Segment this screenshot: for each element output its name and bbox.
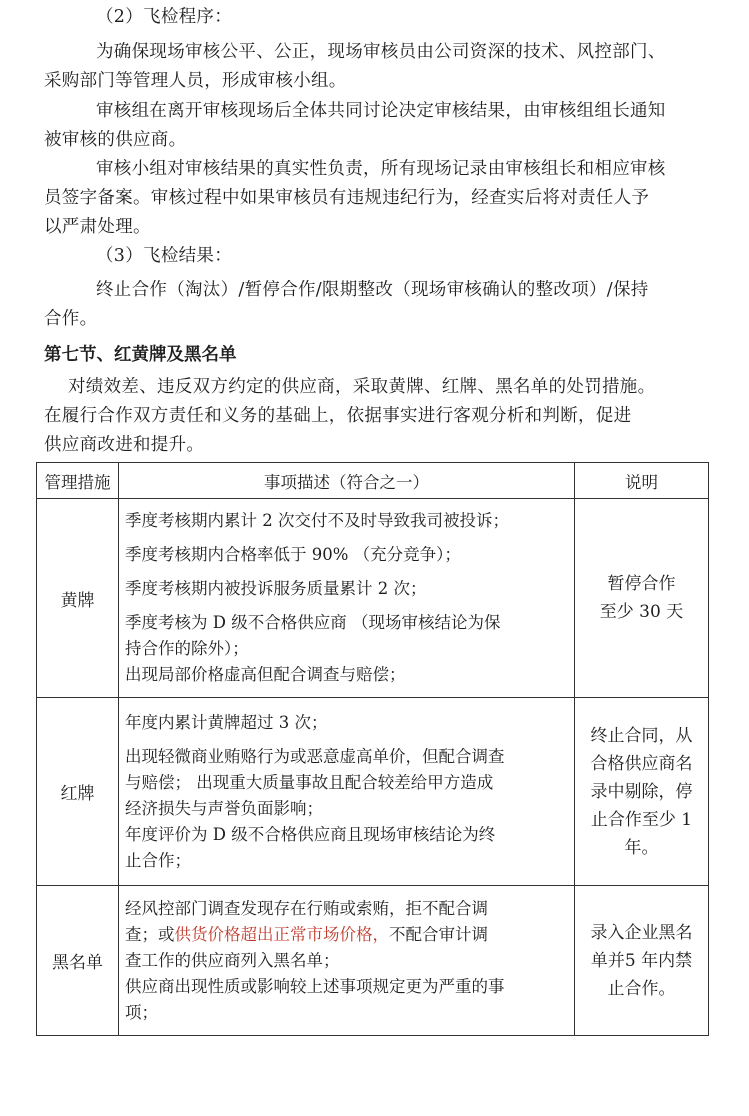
table-row-yellow-card bbox=[37, 499, 709, 698]
paragraph-line: 员签字备案。审核过程中如果审核员有违规违纪行为，经查实后将对责任人予 bbox=[44, 188, 650, 208]
list-item: 经济损失与声誉负面影响； bbox=[125, 798, 323, 818]
note-line: 终止合同，从 bbox=[590, 725, 693, 746]
list-item: 年度内累计黄牌超过 3 次； bbox=[125, 712, 328, 732]
text-segment: 不配合审计调 bbox=[389, 924, 488, 944]
list-item: 查工作的供应商列入黑名单； bbox=[125, 950, 340, 970]
list-item: 季度考核期内被投诉服务质量累计 2 次； bbox=[125, 579, 427, 598]
header-note: 说明 bbox=[575, 463, 709, 499]
chapter-heading: 第七节、红黄牌及黑名单 bbox=[44, 345, 237, 365]
header-description: 事项描述（符合之一） bbox=[119, 463, 575, 499]
measure-yellow-card: 黄牌 bbox=[37, 499, 119, 698]
description-red-card bbox=[119, 698, 575, 886]
section-2-title: （2）飞检程序： bbox=[96, 7, 233, 27]
paragraph-line: 对绩效差、违反双方约定的供应商，采取黄牌、红牌、黑名单的处罚措施。 bbox=[68, 377, 656, 397]
list-item: 止合作； bbox=[125, 850, 191, 870]
list-item: 季度考核期内合格率低于 90% （充分竞争）； bbox=[125, 545, 461, 564]
header-measure: 管理措施 bbox=[37, 463, 119, 499]
table-row-blacklist bbox=[37, 886, 709, 1036]
note-line: 暂停合作 bbox=[607, 574, 676, 594]
paragraph-line: 审核小组对审核结果的真实性负责，所有现场记录由审核组长和相应审核 bbox=[96, 159, 666, 179]
note-line: 止合作。 bbox=[607, 978, 676, 999]
table-row-red-card bbox=[37, 698, 709, 886]
paragraph-line: 在履行合作双方责任和义务的基础上，依据事实进行客观分析和判断，促进 bbox=[44, 406, 632, 426]
list-item: 季度考核期内累计 2 次交付不及时导致我司被投诉； bbox=[125, 511, 509, 530]
note-line: 年。 bbox=[624, 837, 659, 858]
list-item: 项； bbox=[125, 1002, 158, 1022]
list-item: 经风控部门调查发现存在行贿或索贿，拒不配合调 bbox=[125, 898, 488, 918]
list-item: 持合作的除外）； bbox=[125, 639, 249, 658]
list-item bbox=[125, 922, 568, 948]
list-item: 季度考核为 D 级不合格供应商 （现场审核结论为保 bbox=[125, 613, 501, 632]
note-yellow-card bbox=[575, 499, 709, 698]
highlighted-text: 供货价格超出正常市场价格， bbox=[174, 924, 389, 944]
note-line: 至少 30 天 bbox=[599, 602, 684, 622]
table-header-row bbox=[37, 463, 709, 499]
paragraph-line: 审核组在离开审核现场后全体共同讨论决定审核结果，由审核组组长通知 bbox=[96, 101, 666, 121]
list-item: 供应商出现性质或影响较上述事项规定更为严重的事 bbox=[125, 976, 505, 996]
paragraph-line: 终止合作（淘汰）/暂停合作/限期整改（现场审核确认的整改项）/保持 bbox=[96, 280, 649, 300]
paragraph-line: 合作。 bbox=[44, 309, 98, 329]
note-line: 止合作至少 1 bbox=[590, 809, 693, 830]
penalty-table bbox=[36, 462, 709, 1036]
paragraph-line: 被审核的供应商。 bbox=[44, 130, 187, 150]
list-item: 与赔偿； 出现重大质量事故且配合较差给甲方造成 bbox=[125, 772, 494, 792]
note-red-card bbox=[575, 698, 709, 886]
note-line: 合格供应商名 bbox=[590, 753, 693, 774]
paragraph-line: 为确保现场审核公平、公正，现场审核员由公司资深的技术、风控部门、 bbox=[96, 42, 666, 62]
description-yellow-card bbox=[119, 499, 575, 698]
description-blacklist bbox=[119, 886, 575, 1036]
note-line: 单并5 年内禁 bbox=[590, 950, 693, 971]
note-blacklist bbox=[575, 886, 709, 1036]
note-line: 录入企业黑名 bbox=[590, 922, 693, 943]
text-segment: 查；或 bbox=[125, 924, 175, 944]
section-3-title: （3）飞检结果： bbox=[96, 246, 233, 266]
paragraph-line: 采购部门等管理人员，形成审核小组。 bbox=[44, 71, 347, 91]
measure-red-card: 红牌 bbox=[37, 698, 119, 886]
paragraph-line: 以严肃处理。 bbox=[44, 217, 151, 237]
list-item: 出现局部价格虚高但配合调查与赔偿； bbox=[125, 665, 406, 684]
list-item: 年度评价为 D 级不合格供应商且现场审核结论为终 bbox=[125, 824, 496, 844]
list-item: 出现轻微商业贿赂行为或恶意虚高单价，但配合调查 bbox=[125, 746, 505, 766]
paragraph-line: 供应商改进和提升。 bbox=[44, 435, 205, 455]
note-line: 录中剔除，停 bbox=[590, 781, 693, 802]
measure-blacklist: 黑名单 bbox=[37, 886, 119, 1036]
